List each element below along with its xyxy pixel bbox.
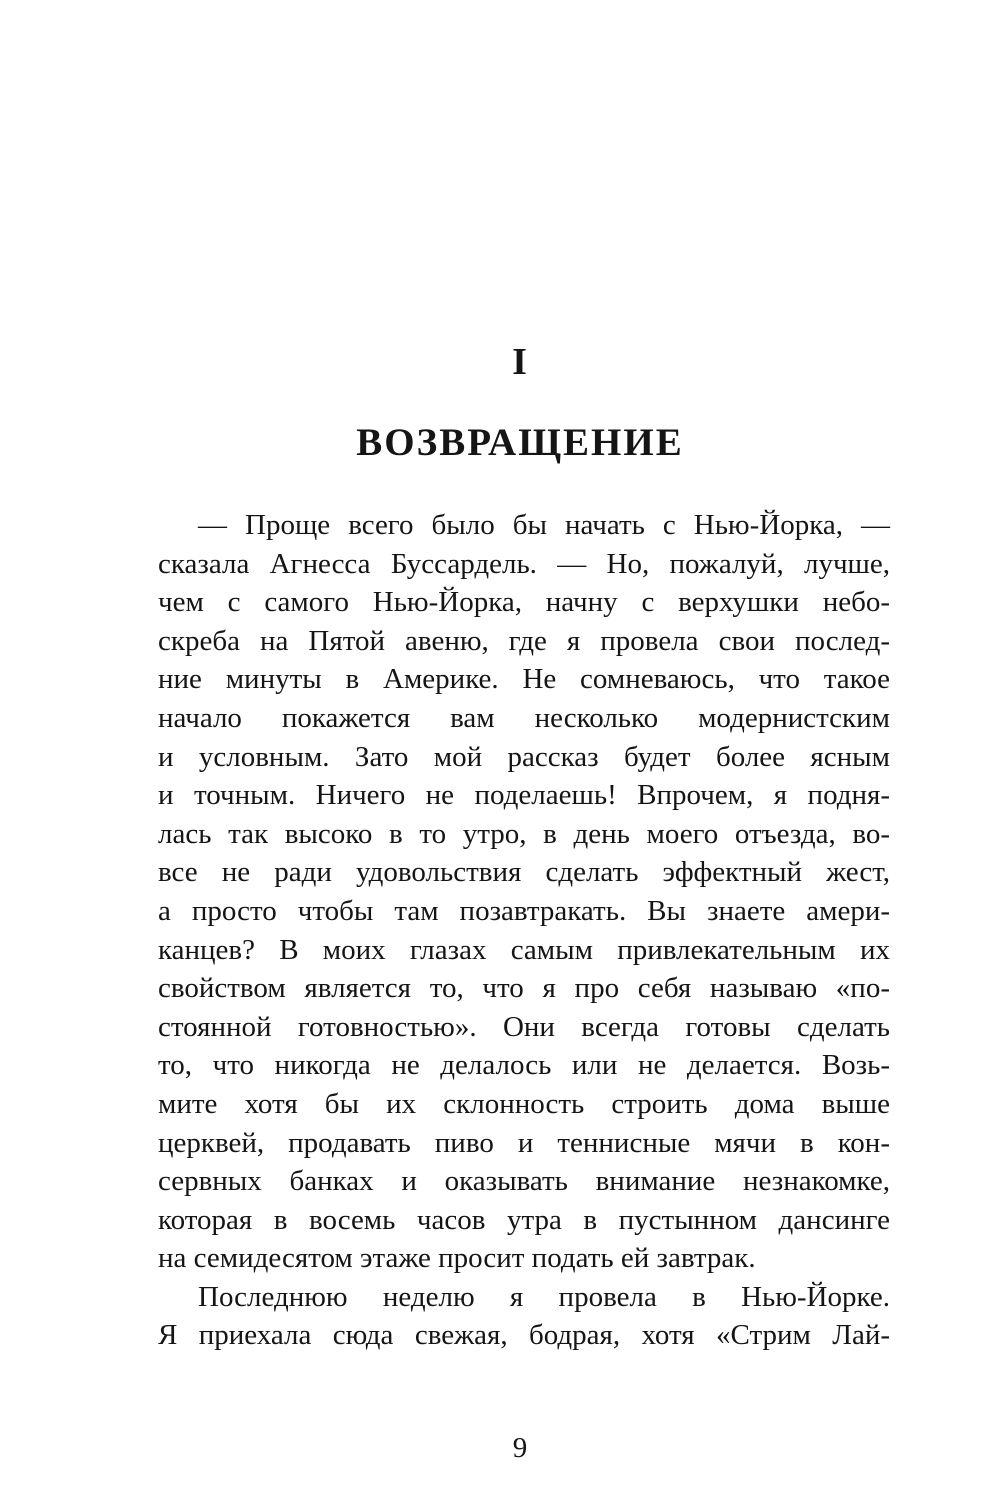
- text-line: свойством является то, что я про себя называю «по-: [158, 972, 890, 1005]
- text-line: сказала Агнесса Буссардель. — Но, пожалуй, лучше,: [158, 547, 890, 580]
- text-line: — Проще всего было бы начать с Нью-Йорка, —: [198, 509, 890, 541]
- chapter-body-text: [158, 506, 890, 1355]
- text-line: на семидесятом этаже просит подать ей завтрак.: [158, 1242, 756, 1275]
- text-line: мите хотя бы их склонность строить дома выше: [158, 1087, 890, 1120]
- text-line: а просто чтобы там позавтракать. Вы знаете амери-: [158, 894, 890, 927]
- text-line: церквей, продавать пиво и теннисные мячи в кон-: [158, 1126, 890, 1159]
- chapter-number: I: [512, 341, 528, 383]
- text-line: ние минуты в Америке. Не сомневаюсь, что такое: [158, 663, 890, 696]
- paragraph-2: [158, 1278, 890, 1355]
- text-line: Последнюю неделю я провела в Нью-Йорке.: [198, 1280, 890, 1313]
- text-line: стоянной готовностью». Они всегда готовы сделать: [158, 1010, 890, 1043]
- text-line: начало покажется вам несколько модернистским: [158, 701, 890, 734]
- text-line: лась так высоко в то утро, в день моего отъезда, во-: [158, 817, 890, 850]
- text-line: скреба на Пятой авеню, где я провела свои послед-: [158, 624, 890, 657]
- page-number: 9: [512, 1432, 528, 1464]
- text-line: Я приехала сюда свежая, бодрая, хотя «Стрим Лай-: [158, 1319, 890, 1352]
- text-line: и условным. Зато мой рассказ будет более ясным: [158, 740, 890, 773]
- text-line: сервных банках и оказывать внимание незнакомке,: [158, 1165, 890, 1198]
- text-line: которая в восемь часов утра в пустынном дансинге: [158, 1203, 890, 1236]
- text-line: канцев? В моих глазах самым привлекательным их: [158, 933, 890, 966]
- text-line: чем с самого Нью-Йорка, начну с верхушки небо-: [158, 586, 890, 619]
- text-line: все не ради удовольствия сделать эффектный жест,: [158, 856, 890, 889]
- chapter-title: ВОЗВРАЩЕНИЕ: [356, 421, 684, 464]
- paragraph-1: [158, 506, 890, 1278]
- text-line: то, что никогда не делалось или не делается. Возь-: [158, 1049, 890, 1082]
- text-line: и точным. Ничего не поделаешь! Впрочем, я подня-: [158, 779, 890, 812]
